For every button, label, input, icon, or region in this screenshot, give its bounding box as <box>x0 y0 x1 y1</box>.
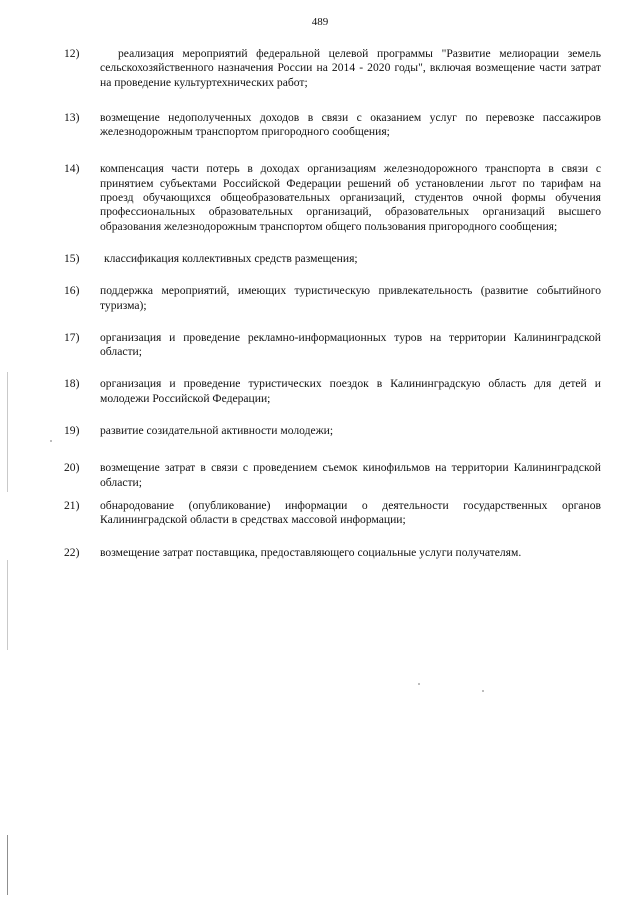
item-number: 14) <box>64 162 80 176</box>
scan-artifact <box>7 560 8 650</box>
item-number: 21) <box>64 498 80 512</box>
item-number: 16) <box>64 284 80 298</box>
item-text: организация и проведение туристических поездок в Калининградскую область для детей и молодежи Российской Федерации; <box>100 377 601 405</box>
scan-artifact <box>482 690 484 692</box>
item-text: возмещение затрат поставщика, предоставляющего социальные услуги получателям. <box>100 545 522 559</box>
list-item <box>64 331 601 360</box>
scan-artifact <box>418 683 420 685</box>
list-item <box>64 111 601 140</box>
item-number: 13) <box>64 110 80 124</box>
scan-artifact <box>50 440 52 442</box>
list-item <box>64 162 601 233</box>
scan-artifact <box>7 372 8 492</box>
item-number: 20) <box>64 461 80 475</box>
list-item <box>64 284 601 313</box>
item-number: 18) <box>64 377 80 391</box>
numbered-list <box>64 47 601 560</box>
item-number: 17) <box>64 330 80 344</box>
list-item <box>64 377 601 406</box>
list-item <box>64 252 601 266</box>
scan-artifact <box>7 835 8 895</box>
page-number: 489 <box>311 16 329 28</box>
list-item <box>64 47 601 90</box>
item-text: возмещение затрат в связи с проведением съемок кинофильмов на территории Калининградской области; <box>100 461 601 489</box>
list-item <box>64 461 601 490</box>
item-number: 19) <box>64 424 80 438</box>
item-text: организация и проведение рекламно-информационных туров на территории Калининградской области; <box>100 330 601 359</box>
item-text: классификация коллективных средств размещения; <box>104 251 358 265</box>
item-text: развитие созидательной активности молодежи; <box>100 424 334 438</box>
item-number: 15) <box>64 251 80 265</box>
list-item <box>64 424 601 438</box>
item-text: возмещение недополученных доходов в связи с оказанием услуг по перевозке пассажиров железнодорожным транспортом пригородного сообщения; <box>100 110 601 139</box>
list-item <box>64 546 601 560</box>
item-text: обнародование (опубликование) информации о деятельности государственных органов Калининградской области в средствах массовой информации; <box>100 498 601 527</box>
item-text: компенсация части потерь в доходах организациям железнодорожного транспорта в связи с принятием субъектами Российской Федерации решений об установлении льгот по тарифам на проезд обучающихся общеобразовательных организаций, студентов очной формы обучения профессиональных образовательных организаций, образовательных организаций высшего образования железнодорожным транспортом общего пользования пригородного сообщения; <box>100 162 601 233</box>
item-number: 22) <box>64 545 80 559</box>
item-text: поддержка мероприятий, имеющих туристическую привлекательность (развитие событийного туризма); <box>100 284 601 312</box>
item-number: 12) <box>64 47 80 60</box>
list-item <box>64 499 601 528</box>
item-text: реализация мероприятий федеральной целевой программы "Развитие мелиорации земель сельскохозяйственного назначения России на 2014 - 2020 годы", включая возмещение части затрат на проведение культуртехнических работ; <box>100 47 601 89</box>
